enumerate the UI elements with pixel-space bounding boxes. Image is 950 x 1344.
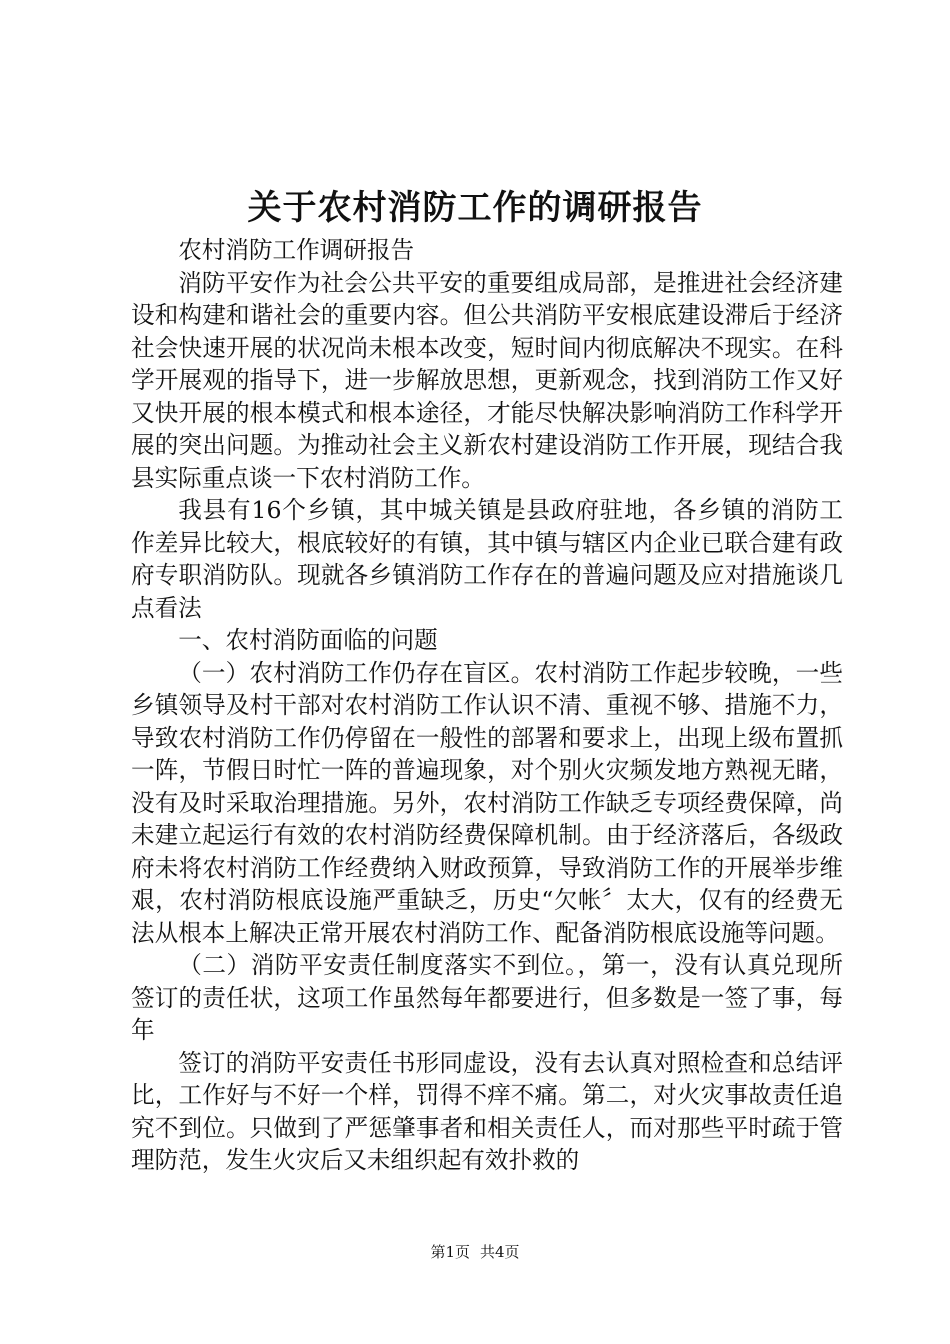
document-body [131, 234, 843, 1177]
paragraph: 消防平安作为社会公共平安的重要组成局部，是推进社会经济建设和构建和谐社会的重要内容。但公共消防平安根底建设滞后于经济社会快速开展的状况尚未根本改变，短时间内彻底解决不现实。在科学开展观的指导下，进一步解放思想，更新观念，找到消防工作又好又快开展的根本模式和根本途径，才能尽快解决影响消防工作科学开展的突出问题。为推动社会主义新农村建设消防工作开展，现结合我县实际重点谈一下农村消防工作。 [131, 268, 843, 492]
paragraph: 签订的消防平安责任书形同虚设，没有去认真对照检查和总结评比，工作好与不好一个样，罚得不痒不痛。第二，对火灾事故责任追究不到位。只做到了严惩肇事者和相关责任人，而对那些平时疏于管理防范，发生火灾后又未组织起有效扑救的 [131, 1048, 843, 1174]
paragraph: 我县有16个乡镇，其中城关镇是县政府驻地，各乡镇的消防工作差异比较大，根底较好的有镇，其中镇与辖区内企业已联合建有政府专职消防队。现就各乡镇消防工作存在的普遍问题及应对措施谈几点看法 [131, 496, 843, 622]
page-total: 共4页 [480, 1243, 520, 1261]
paragraph: （一）农村消防工作仍存在盲区。农村消防工作起步较晚，一些乡镇领导及村干部对农村消防工作认识不清、重视不够、措施不力，导致农村消防工作仍停留在一般性的部署和要求上，出现上级布置抓一阵，节假日时忙一阵的普遍现象，对个别火灾频发地方熟视无睹，没有及时采取治理措施。另外，农村消防工作缺乏专项经费保障，尚未建立起运行有效的农村消防经费保障机制。由于经济落后，各级政府未将农村消防工作经费纳入财政预算，导致消防工作的开展举步维艰，农村消防根底设施严重缺乏，历史“欠帐〞太大，仅有的经费无法从根本上解决正常开展农村消防工作、配备消防根底设施等问题。 [131, 658, 843, 947]
page-footer [0, 1242, 950, 1262]
document-title: 关于农村消防工作的调研报告 [247, 188, 703, 228]
section-heading: 一、农村消防面临的问题 [178, 626, 438, 654]
page-number: 第1页 [430, 1243, 470, 1261]
paragraph-subtitle: 农村消防工作调研报告 [178, 236, 415, 264]
paragraph: （二）消防平安责任制度落实不到位。，第一，没有认真兑现所签订的责任状，这项工作虽然每年都要进行，但多数是一签了事，每年 [131, 951, 843, 1044]
